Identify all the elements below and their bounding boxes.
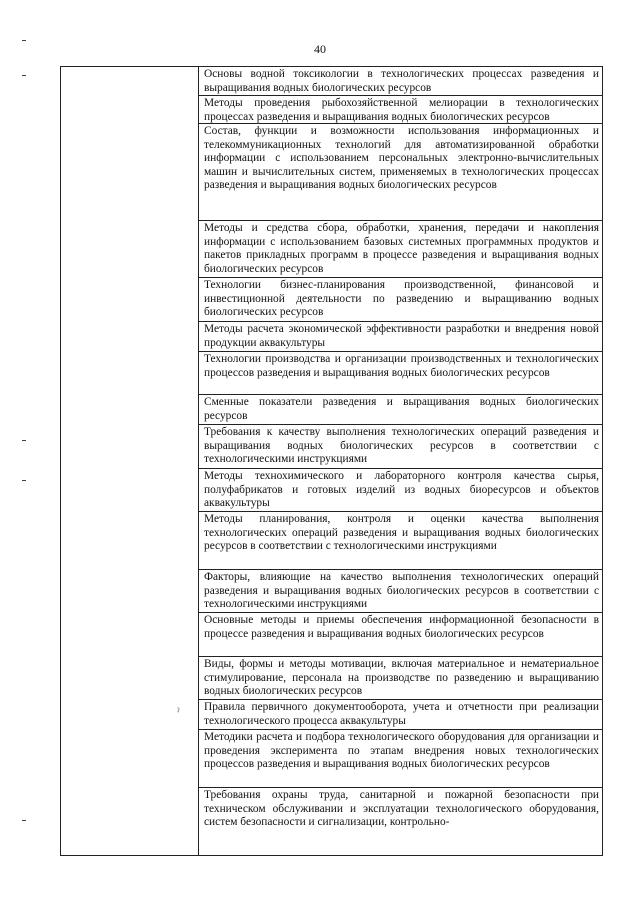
table-row: Методы и средства сбора, обработки, хранения, передачи и накопления информации с использованием базовых системных программных продуктов и пакетов прикладных программ в процессе разведения и выращивания водных биологических ресурсов — [199, 221, 602, 278]
table-row: Основные методы и приемы обеспечения информационной безопасности в процессе разведения и выращивания водных биологических ресурсов — [199, 613, 602, 657]
table-row: Требования к качеству выполнения технологических операций разведения и выращивания водных биологических ресурсов в соответствии с технологическими инструкциями — [199, 425, 602, 469]
margin-mark — [22, 40, 26, 41]
margin-mark — [22, 820, 26, 821]
table-row: Методы планирования, контроля и оценки качества выполнения технологических операций разведения и выращивания водных биологических ресурсов в соответствии с технологическими инструкциями — [199, 512, 602, 570]
table-row: Состав, функции и возможности использования информационных и телекоммуникационных технологий для автоматизированной обработки информации с использованием персональных электронно-вычислительных машин и вычислительных систем, применяемых в технологических процессах разведения и выращивания водных биологических ресурсов — [199, 124, 602, 221]
table-row: Технологии бизнес-планирования производственной, финансовой и инвестиционной деятельности по разведению и выращиванию водных биологических ресурсов — [199, 278, 602, 322]
table-row: Правила первичного документооборота, учета и отчетности при реализации технологического процесса аквакультуры — [199, 700, 602, 730]
table-row: Методы расчета экономической эффективности разработки и внедрения новой продукции аквакультуры — [199, 322, 602, 352]
table-row: Методики расчета и подбора технологического оборудования для организации и проведения эксперимента по этапам внедрения новых технологических процессов разведения и выращивания водных биологических ресурсов — [199, 730, 602, 788]
margin-mark — [22, 75, 26, 76]
table-row: Основы водной токсикологии в технологических процессах разведения и выращивания водных биологических ресурсов — [199, 67, 602, 96]
margin-mark — [22, 440, 26, 441]
table-row: Требования охраны труда, санитарной и пожарной безопасности при техническом обслуживании и эксплуатации технологического оборудования, систем безопасности и сигнализации, контрольно- — [204, 789, 599, 828]
table-row: Факторы, влияющие на качество выполнения технологических операций разведения и выращивания водных биологических ресурсов в соответствии с технологическими инструкциями — [199, 570, 602, 613]
table-row: Методы проведения рыбохозяйственной мелиорации в технологических процессах разведения и выращивания водных биологических ресурсов — [199, 96, 602, 124]
page-number: 40 — [314, 42, 326, 56]
table-row: Технологии производства и организации производственных и технологических процессов разведения и выращивания водных биологических ресурсов — [199, 352, 602, 395]
knowledge-list — [199, 67, 602, 833]
stray-mark: ˀ — [177, 707, 180, 718]
requirements-table — [60, 66, 603, 856]
table-row: Сменные показатели разведения и выращивания водных биологических ресурсов — [199, 395, 602, 425]
table-row: Виды, формы и методы мотивации, включая материальное и нематериальное стимулирование, персонала на производстве по разведению и выращиванию водных биологических ресурсов — [199, 657, 602, 700]
margin-mark — [22, 480, 26, 481]
empty-left-column — [61, 67, 199, 855]
table-row: Методы технохимического и лабораторного контроля качества сырья, полуфабрикатов и готовых изделий из водных биоресурсов и объектов аквакультуры — [199, 469, 602, 512]
